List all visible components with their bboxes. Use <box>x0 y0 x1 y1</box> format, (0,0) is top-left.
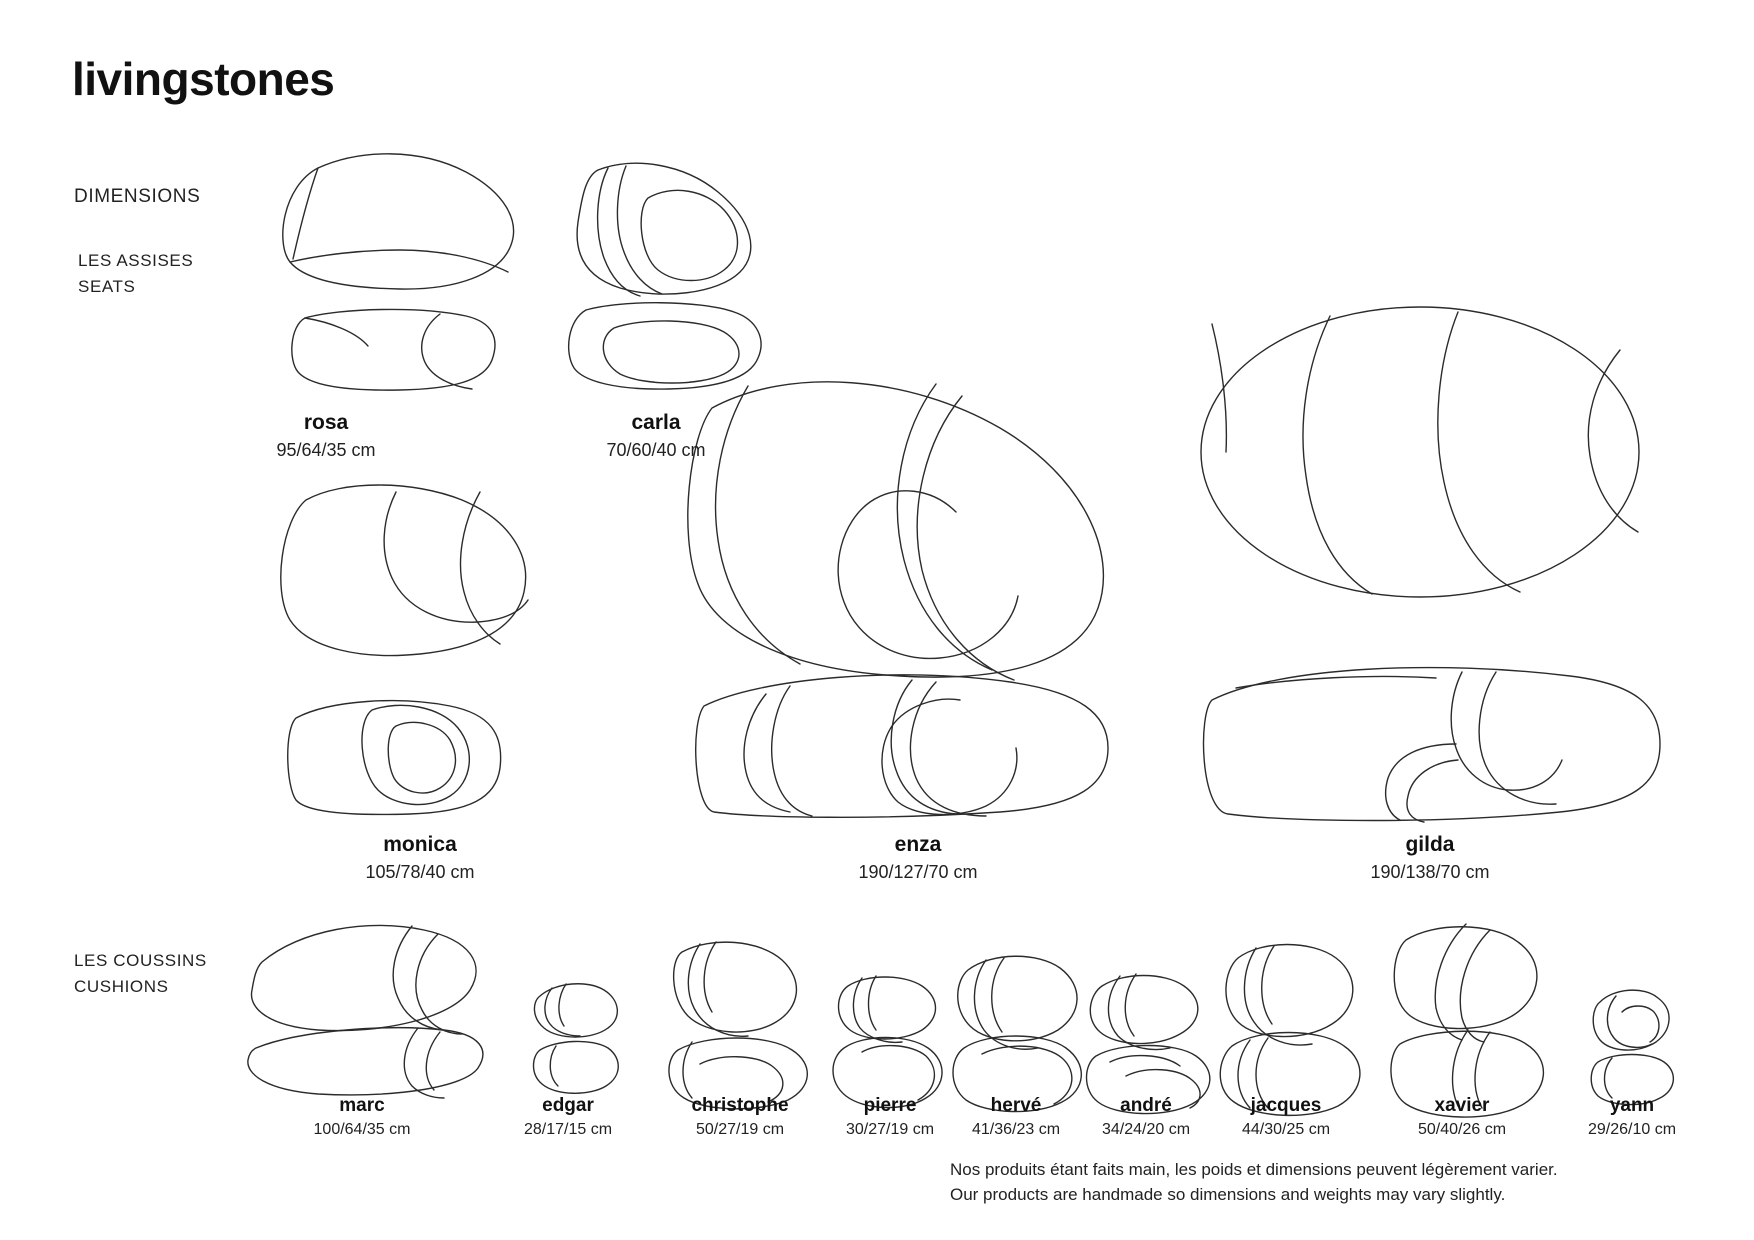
item-name-herve: hervé <box>990 1095 1042 1116</box>
item-name-marc: marc <box>339 1095 385 1116</box>
item-name-edgar: edgar <box>542 1095 594 1116</box>
caption-xavier <box>1384 1094 1540 1141</box>
item-dims-yann: 29/26/10 cm <box>1587 1121 1677 1139</box>
item-dims-monica: 105/78/40 cm <box>365 861 475 882</box>
illustration-enza <box>688 382 1104 680</box>
caption-gilda <box>1340 832 1520 884</box>
item-name-rosa: rosa <box>303 411 349 434</box>
caption-monica <box>330 832 510 884</box>
illustration-andre <box>1087 974 1210 1114</box>
item-dims-herve: 41/36/23 cm <box>971 1121 1061 1139</box>
illustration-monica-side <box>288 701 501 815</box>
illustration-yann <box>1591 990 1673 1104</box>
group-label-cushions <box>74 948 207 1000</box>
item-name-christophe: christophe <box>691 1095 789 1116</box>
illustration-monica <box>281 485 528 656</box>
caption-jacques <box>1208 1094 1364 1141</box>
caption-edgar <box>490 1094 646 1141</box>
dimensions-label: DIMENSIONS <box>74 186 201 207</box>
footnote-line-en: Our products are handmade so dimensions and weights may vary slightly. <box>950 1184 1506 1204</box>
item-name-yann: yann <box>1609 1095 1655 1116</box>
caption-carla <box>578 410 734 462</box>
illustration-christophe <box>669 942 807 1109</box>
item-dims-rosa: 95/64/35 cm <box>276 439 376 460</box>
group-label-seats-fr: LES ASSISES <box>78 251 194 270</box>
illustration-jacques <box>1220 945 1360 1116</box>
illustration-marc <box>248 925 483 1098</box>
footnote-line-fr: Nos produits étant faits main, les poids et dimensions peuvent légèrement varier. <box>950 1160 1558 1179</box>
caption-christophe <box>650 1094 830 1141</box>
illustration-enza-side <box>696 675 1108 817</box>
group-label-cushions-fr: LES COUSSINS <box>74 951 207 970</box>
item-name-pierre: pierre <box>863 1095 917 1116</box>
item-dims-gilda: 190/138/70 cm <box>1370 861 1490 882</box>
illustration-pierre <box>833 976 942 1108</box>
illustration-xavier <box>1391 924 1543 1117</box>
item-dims-enza: 190/127/70 cm <box>858 861 978 882</box>
item-name-gilda: gilda <box>1405 833 1455 856</box>
caption-marc <box>272 1094 452 1141</box>
item-dims-jacques: 44/30/25 cm <box>1241 1121 1331 1139</box>
item-dims-andre: 34/24/20 cm <box>1101 1121 1191 1139</box>
illustration-rosa <box>283 154 514 390</box>
illustration-carla <box>569 163 761 389</box>
illustration-gilda-side <box>1204 668 1660 822</box>
item-dims-xavier: 50/40/26 cm <box>1417 1121 1507 1139</box>
group-label-seats-en: SEATS <box>78 277 136 296</box>
page-title: livingstones <box>72 53 335 105</box>
item-dims-edgar: 28/17/15 cm <box>523 1121 613 1139</box>
item-name-jacques: jacques <box>1250 1095 1322 1116</box>
item-dims-christophe: 50/27/19 cm <box>695 1121 785 1139</box>
caption-yann <box>1552 1094 1712 1141</box>
illustration-edgar <box>534 984 619 1094</box>
illustration-gilda <box>1201 307 1639 597</box>
caption-enza <box>828 832 1008 884</box>
item-name-xavier: xavier <box>1434 1095 1490 1116</box>
footnote <box>950 1158 1558 1207</box>
illustration-herve <box>953 956 1081 1111</box>
item-name-monica: monica <box>383 833 457 856</box>
item-name-enza: enza <box>894 833 942 856</box>
item-dims-marc: 100/64/35 cm <box>313 1121 411 1139</box>
item-name-carla: carla <box>631 411 681 434</box>
caption-andre <box>1068 1094 1224 1141</box>
group-label-cushions-en: CUSHIONS <box>74 977 169 996</box>
item-name-andre: andré <box>1120 1095 1172 1116</box>
item-dims-carla: 70/60/40 cm <box>606 439 706 460</box>
caption-rosa <box>248 410 404 462</box>
group-label-seats <box>78 248 193 300</box>
item-dims-pierre: 30/27/19 cm <box>845 1121 935 1139</box>
